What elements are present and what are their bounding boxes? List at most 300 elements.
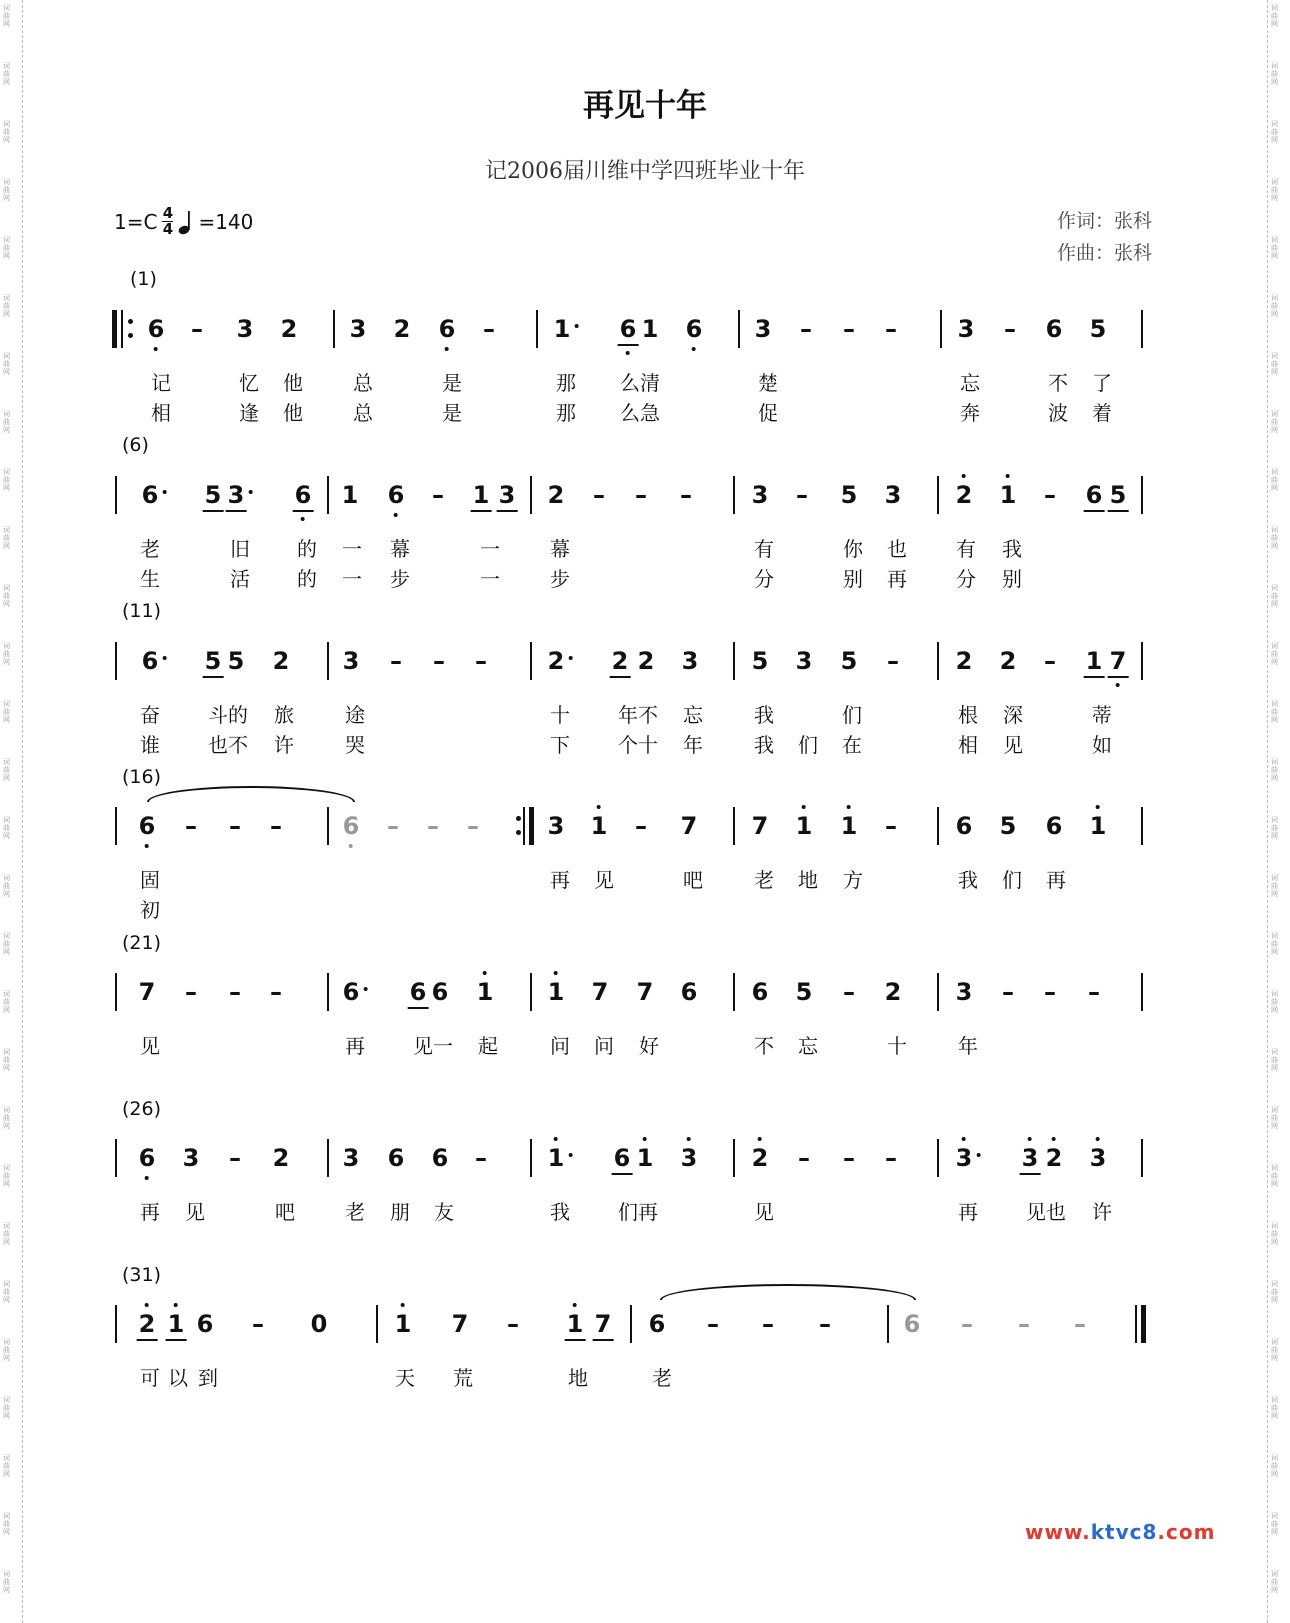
sustain-dash <box>191 317 203 341</box>
note-digit: – <box>843 1144 855 1172</box>
note-digit: – <box>887 647 899 675</box>
lyric-verse2: 相 <box>151 401 171 425</box>
note <box>205 483 222 507</box>
lyric-verse1: 们 <box>1002 868 1022 892</box>
note-digit: 5 <box>204 481 222 509</box>
barline <box>530 476 532 514</box>
note-digit: – <box>483 315 495 343</box>
repeat-end-barline <box>529 807 534 845</box>
lyric-verse1: 固 <box>140 868 160 892</box>
watermark-text: 词 曲 网 <box>3 1048 10 1072</box>
lyric-verse1: 天 <box>395 1366 415 1390</box>
note-digit: 3 <box>751 481 769 509</box>
score-system <box>0 481 1290 635</box>
note <box>958 317 975 341</box>
lyric-verse1: 忘 <box>960 371 980 395</box>
measure-number: (21) <box>122 932 162 954</box>
sustain-dash <box>1002 980 1014 1004</box>
measure-number: (31) <box>122 1264 162 1286</box>
lyric-verse1: 见 <box>140 1034 160 1058</box>
repeat-dot <box>128 333 133 338</box>
lyric-verse2: 逢 <box>239 401 259 425</box>
note-digit: 1 <box>641 315 659 343</box>
sustain-dash <box>229 1146 241 1170</box>
note <box>499 483 516 507</box>
note <box>885 483 902 507</box>
watermark-text: 词 曲 网 <box>1271 1396 1278 1420</box>
lyric-verse2: 步 <box>390 567 410 591</box>
high-octave-dot <box>758 1137 762 1141</box>
watermark-text: 词 曲 网 <box>3 352 10 376</box>
sustain-dash <box>885 814 897 838</box>
low-octave-dot <box>145 844 149 848</box>
watermark-text: 词 曲 网 <box>1271 1570 1278 1594</box>
sustain-dash <box>887 649 899 673</box>
lyric-verse1: 一 <box>342 537 362 561</box>
note <box>395 1312 412 1336</box>
lyric-verse1: 斗的 <box>208 703 248 727</box>
lyric-verse1: 许 <box>1092 1200 1112 1224</box>
lyric-verse2: 奔 <box>960 401 980 425</box>
watermark-text: 词 曲 网 <box>1271 1280 1278 1304</box>
note <box>1086 649 1103 673</box>
note-digit: 6 <box>342 812 360 840</box>
note-digit: – <box>707 1310 719 1338</box>
sustain-dash <box>432 483 444 507</box>
augmentation-dot <box>162 656 166 660</box>
note <box>148 317 165 341</box>
watermark-text: 词 曲 网 <box>3 932 10 956</box>
lyricist-credit: 作词：张科 <box>1057 210 1153 232</box>
measure-number: (11) <box>122 600 162 622</box>
eighth-underline <box>1108 676 1129 678</box>
note-digit: 1 <box>999 481 1017 509</box>
note <box>237 317 254 341</box>
note <box>956 980 973 1004</box>
note <box>638 649 655 673</box>
lyric-verse1: 奋 <box>140 703 160 727</box>
note-digit: 2 <box>393 315 411 343</box>
watermark-text: 词 曲 网 <box>1271 4 1278 28</box>
watermark-text: 词 曲 网 <box>1271 990 1278 1014</box>
lyric-verse1: 问 <box>550 1034 570 1058</box>
note <box>139 1312 156 1336</box>
note <box>956 1146 973 1170</box>
low-octave-dot <box>692 347 696 351</box>
barline <box>523 807 525 845</box>
note <box>432 980 449 1004</box>
note-digit: – <box>762 1310 774 1338</box>
note-digit: 3 <box>547 812 565 840</box>
time-sig-top: 4 <box>162 204 174 222</box>
watermark-text: 词 曲 网 <box>3 700 10 724</box>
note <box>548 483 565 507</box>
note <box>273 1146 290 1170</box>
watermark-text: 词 曲 网 <box>3 236 10 260</box>
lyric-verse1: 朋 <box>390 1200 410 1224</box>
note-digit: 6 <box>903 1310 921 1338</box>
eighth-underline <box>226 510 247 512</box>
note <box>620 317 637 341</box>
note-digit: 5 <box>840 647 858 675</box>
watermark-text: 词 曲 网 <box>3 584 10 608</box>
lyric-verse1: 们 <box>842 703 862 727</box>
note-digit: 1 <box>553 315 571 343</box>
barline <box>940 310 942 348</box>
barline <box>1135 1305 1137 1343</box>
note <box>752 483 769 507</box>
score-system <box>0 812 1290 966</box>
note-digit: 6 <box>438 315 456 343</box>
sustain-dash <box>387 814 399 838</box>
lyric-verse1: 总 <box>353 371 373 395</box>
sustain-dash <box>270 814 282 838</box>
note-digit: – <box>475 1144 487 1172</box>
note-digit: 5 <box>1089 315 1107 343</box>
note-digit: 6 <box>387 481 405 509</box>
lyric-verse1: 旅 <box>274 703 294 727</box>
lyric-verse2: 的 <box>297 567 317 591</box>
lyric-verse1: 根 <box>958 703 978 727</box>
barline <box>327 973 329 1011</box>
high-octave-dot <box>1052 1137 1056 1141</box>
lyric-verse1: 地 <box>568 1366 588 1390</box>
note <box>343 649 360 673</box>
note <box>1110 483 1127 507</box>
measure-number: (26) <box>122 1098 162 1120</box>
note-digit: 7 <box>751 812 769 840</box>
barline <box>115 807 117 845</box>
barline <box>327 807 329 845</box>
watermark-text: 词 曲 网 <box>3 758 10 782</box>
watermark-text: 词 曲 网 <box>3 990 10 1014</box>
note-digit: 3 <box>884 481 902 509</box>
lyric-verse1: 见 <box>754 1200 774 1224</box>
note <box>956 649 973 673</box>
lyric-verse1: 到 <box>198 1366 218 1390</box>
low-octave-dot <box>349 844 353 848</box>
note <box>614 1146 631 1170</box>
sustain-dash <box>390 649 402 673</box>
note-digit: 6 <box>613 1144 631 1172</box>
note-digit: – <box>229 978 241 1006</box>
lyric-verse1: 年 <box>958 1034 978 1058</box>
note-digit: – <box>961 1310 973 1338</box>
lyric-verse2: 分 <box>754 567 774 591</box>
note <box>477 980 494 1004</box>
watermark-text: 词 曲 网 <box>3 1396 10 1420</box>
barline <box>937 642 939 680</box>
note <box>1090 1146 1107 1170</box>
barline <box>536 310 538 348</box>
note <box>752 1146 769 1170</box>
note <box>1110 649 1127 673</box>
lyric-verse1: 他 <box>283 371 303 395</box>
note-digit: 6 <box>294 481 312 509</box>
lyric-verse1: 问 <box>594 1034 614 1058</box>
lyric-verse1: 再 <box>958 1200 978 1224</box>
note-digit: – <box>387 812 399 840</box>
note <box>342 483 359 507</box>
eighth-underline <box>166 1339 187 1341</box>
note-digit: 3 <box>342 647 360 675</box>
measure-number: (16) <box>122 766 162 788</box>
watermark-text: 词 曲 网 <box>1271 236 1278 260</box>
lyric-verse1: 不 <box>754 1034 774 1058</box>
note-digit: – <box>885 812 897 840</box>
note <box>281 317 298 341</box>
lyric-verse1: 忘 <box>683 703 703 727</box>
barline <box>1141 1139 1143 1177</box>
note-digit: 1 <box>840 812 858 840</box>
watermark-text: 词 曲 网 <box>1271 642 1278 666</box>
lyric-verse2: 么急 <box>620 401 660 425</box>
note-digit: 5 <box>227 647 245 675</box>
note <box>228 649 245 673</box>
key-signature <box>114 206 253 237</box>
augmentation-dot <box>976 1153 980 1157</box>
high-octave-dot <box>597 805 601 809</box>
note <box>473 483 490 507</box>
note-digit: 5 <box>751 647 769 675</box>
note-digit: – <box>796 481 808 509</box>
high-octave-dot <box>554 1137 558 1141</box>
lyric-verse1: 一 <box>480 537 500 561</box>
note-digit: 3 <box>182 1144 200 1172</box>
watermark-text: 词 曲 网 <box>3 62 10 86</box>
note <box>1086 483 1103 507</box>
note-digit: 3 <box>498 481 516 509</box>
sustain-dash <box>270 980 282 1004</box>
lyric-verse1: 老 <box>754 868 774 892</box>
note-digit: – <box>432 481 444 509</box>
note-digit: 3 <box>795 647 813 675</box>
lyric-verse1: 楚 <box>758 371 778 395</box>
lyric-verse1: 老 <box>652 1366 672 1390</box>
lyric-verse1: 有 <box>956 537 976 561</box>
lyric-verse1: 起 <box>478 1034 498 1058</box>
lyric-verse1: 见 <box>594 868 614 892</box>
note-digit: – <box>1044 481 1056 509</box>
lyric-verse1: 再 <box>1046 868 1066 892</box>
lyric-verse1: 幕 <box>390 537 410 561</box>
watermark-text: 词 曲 网 <box>1271 352 1278 376</box>
eighth-underline <box>137 1339 158 1341</box>
lyric-verse1: 有 <box>754 537 774 561</box>
note-digit: 1 <box>1085 647 1103 675</box>
lyric-verse1: 幕 <box>550 537 570 561</box>
note <box>139 1146 156 1170</box>
watermark-text: 词 曲 网 <box>3 874 10 898</box>
lyric-verse2: 我 <box>754 733 774 757</box>
lyric-verse2: 谁 <box>140 733 160 757</box>
note <box>183 1146 200 1170</box>
watermark-text: 词 曲 网 <box>1271 468 1278 492</box>
lyric-verse1: 见也 <box>1026 1200 1066 1224</box>
high-octave-dot <box>573 1303 577 1307</box>
low-octave-dot <box>394 513 398 517</box>
sustain-dash <box>229 980 241 1004</box>
lyric-verse2: 波 <box>1048 401 1068 425</box>
barline <box>937 1139 939 1177</box>
lyric-verse1: 忘 <box>798 1034 818 1058</box>
note-digit: 1 <box>1089 812 1107 840</box>
sustain-dash <box>885 1146 897 1170</box>
lyric-verse2: 着 <box>1092 401 1112 425</box>
note-digit: 5 <box>1109 481 1127 509</box>
note <box>168 1312 185 1336</box>
note-digit: 3 <box>1089 1144 1107 1172</box>
note <box>139 980 156 1004</box>
note-digit: – <box>1004 315 1016 343</box>
note <box>841 483 858 507</box>
barline <box>115 1139 117 1177</box>
note <box>139 814 156 838</box>
note-digit: 1 <box>566 1310 584 1338</box>
lyric-verse1: 也 <box>887 537 907 561</box>
lyric-verse1: 我 <box>958 868 978 892</box>
watermark-text: 词 曲 网 <box>1271 1048 1278 1072</box>
note <box>681 980 698 1004</box>
note <box>681 814 698 838</box>
note-digit: 5 <box>999 812 1017 840</box>
note-digit: 5 <box>840 481 858 509</box>
note-digit: – <box>229 812 241 840</box>
note-digit: 3 <box>681 647 699 675</box>
note-digit: – <box>1044 647 1056 675</box>
watermark-text: 词 曲 网 <box>3 642 10 666</box>
note <box>841 814 858 838</box>
high-octave-dot <box>145 1303 149 1307</box>
sustain-dash <box>475 649 487 673</box>
watermark-text: 词 曲 网 <box>3 4 10 28</box>
note-digit: 6 <box>141 481 159 509</box>
high-octave-dot <box>174 1303 178 1307</box>
lyric-verse1: 地 <box>798 868 818 892</box>
sustain-dash <box>467 814 479 838</box>
note-digit: 6 <box>680 978 698 1006</box>
lyric-verse2: 是 <box>442 401 462 425</box>
lyric-verse2: 也不 <box>208 733 248 757</box>
lyric-verse2: 促 <box>758 401 778 425</box>
note-digit: 6 <box>147 315 165 343</box>
note-digit: – <box>270 978 282 1006</box>
note-digit: – <box>467 812 479 840</box>
score-system <box>0 1310 1290 1464</box>
sustain-dash <box>185 814 197 838</box>
lyric-verse1: 那 <box>556 371 576 395</box>
note-digit: – <box>390 647 402 675</box>
note-digit: 3 <box>236 315 254 343</box>
lyric-verse1: 你 <box>843 537 863 561</box>
note <box>681 1146 698 1170</box>
high-octave-dot <box>401 1303 405 1307</box>
note-digit: 6 <box>138 1144 156 1172</box>
note-digit: 2 <box>999 647 1017 675</box>
note-digit: 6 <box>431 978 449 1006</box>
watermark-text: 词 曲 网 <box>1271 1164 1278 1188</box>
lyric-verse2: 那 <box>556 401 576 425</box>
watermark-text: 词 曲 网 <box>3 294 10 318</box>
barline <box>733 642 735 680</box>
note <box>410 980 427 1004</box>
barline <box>115 476 117 514</box>
lyric-verse1: 了 <box>1092 371 1112 395</box>
lyric-verse1: 老 <box>140 537 160 561</box>
eighth-underline <box>565 1339 586 1341</box>
high-octave-dot <box>1006 474 1010 478</box>
note <box>343 980 360 1004</box>
sustain-dash <box>507 1312 519 1336</box>
repeat-dot <box>516 816 521 821</box>
note <box>295 483 312 507</box>
lyric-verse2: 步 <box>550 567 570 591</box>
lyric-verse2: 们 <box>798 733 818 757</box>
eighth-underline <box>593 1339 614 1341</box>
note-digit: – <box>798 1144 810 1172</box>
watermark-text: 词 曲 网 <box>1271 1222 1278 1246</box>
augmentation-dot <box>363 987 367 991</box>
note-digit: – <box>1018 1310 1030 1338</box>
note-digit: 6 <box>141 647 159 675</box>
note-digit: 2 <box>1045 1144 1063 1172</box>
barline <box>937 973 939 1011</box>
note-digit: 2 <box>272 647 290 675</box>
sustain-dash <box>843 980 855 1004</box>
lyric-verse1: 吧 <box>683 868 703 892</box>
note-digit: 3 <box>955 1144 973 1172</box>
eighth-underline <box>1084 510 1105 512</box>
sustain-dash <box>1044 649 1056 673</box>
note-digit: 6 <box>1045 812 1063 840</box>
note-digit: 6 <box>431 1144 449 1172</box>
note-digit: 5 <box>204 647 222 675</box>
note-digit: 6 <box>955 812 973 840</box>
barline <box>630 1305 632 1343</box>
note <box>956 483 973 507</box>
eighth-underline <box>612 1173 633 1175</box>
high-octave-dot <box>643 1137 647 1141</box>
watermark-text: 词 曲 网 <box>3 1454 10 1478</box>
note <box>841 649 858 673</box>
lyric-verse2: 他 <box>283 401 303 425</box>
note-digit: – <box>680 481 692 509</box>
note-digit: – <box>1044 978 1056 1006</box>
note <box>311 1312 328 1336</box>
note-digit: – <box>819 1310 831 1338</box>
tempo-marking: =140 <box>198 209 254 234</box>
note <box>548 814 565 838</box>
note-digit: 3 <box>227 481 245 509</box>
barline <box>115 973 117 1011</box>
low-octave-dot <box>301 517 305 521</box>
lyric-verse1: 见一 <box>413 1034 453 1058</box>
note <box>796 649 813 673</box>
note <box>548 649 565 673</box>
note <box>1046 1146 1063 1170</box>
note <box>548 1146 565 1170</box>
note <box>388 483 405 507</box>
lyric-verse1: 我 <box>754 703 774 727</box>
watermark-text: 词 曲 网 <box>3 1222 10 1246</box>
lyric-verse1: 十 <box>550 703 570 727</box>
repeat-start-barline <box>112 310 117 348</box>
note-digit: 2 <box>955 647 973 675</box>
note <box>796 980 813 1004</box>
watermark-text: 词 曲 网 <box>1271 120 1278 144</box>
watermark-text: 词 曲 网 <box>3 1164 10 1188</box>
note <box>591 814 608 838</box>
